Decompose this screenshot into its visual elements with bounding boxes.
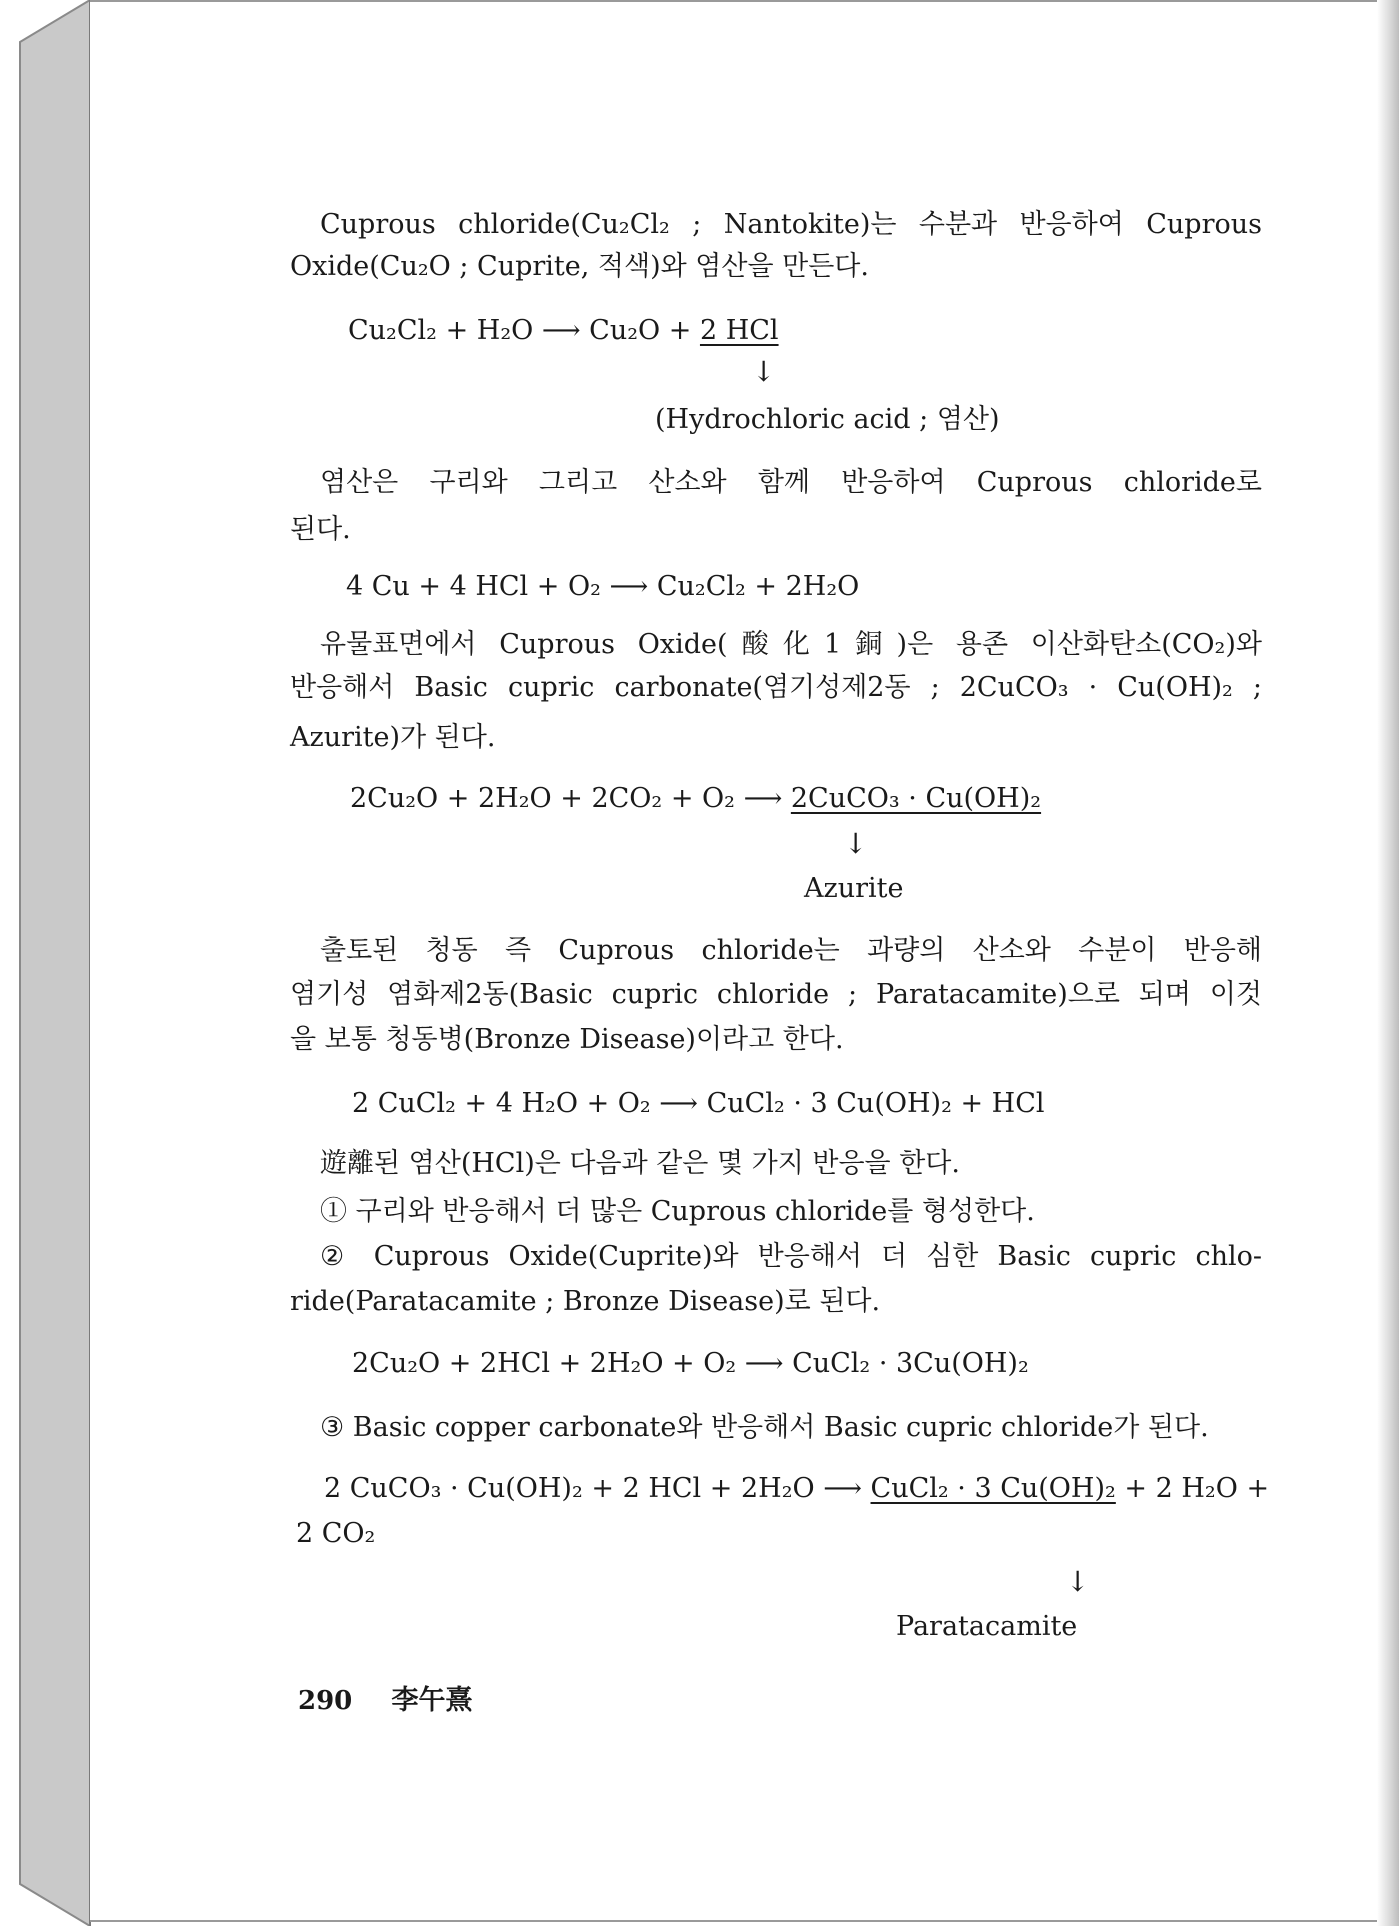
book-spine — [0, 0, 95, 1926]
paragraph-4-line-1: 출토된 청동 즉 Cuprous chloride는 과량의 산소와 수분이 반응해 — [320, 935, 1262, 966]
paragraph-5-line-4: ride(Paratacamite ; Bronze Disease)로 된다. — [290, 1286, 881, 1317]
equation-6-product: CuCl₂ · 3 Cu(OH)₂ — [870, 1473, 1116, 1504]
paragraph-3-line-1: 유물표면에서 Cuprous Oxide(酸化1銅)은 용존 이산화탄소(CO₂)와 — [320, 629, 1262, 660]
paragraph-4-line-2: 염기성 염화제2동(Basic cupric chloride ; Paratacamite)으로 되며 이것 — [290, 979, 1262, 1010]
paragraph-4-line-3: 을 보통 청동병(Bronze Disease)이라고 한다. — [290, 1024, 844, 1055]
equation-1-note: (Hydrochloric acid ; 염산) — [655, 404, 1000, 435]
paragraph-3-line-2: 반응해서 Basic cupric carbonate(염기성제2동 ; 2CuCO₃ · Cu(OH)₂ ; — [290, 672, 1262, 703]
page-footer — [298, 1683, 472, 1719]
equation-2: 4 Cu + 4 HCl + O₂ ⟶ Cu₂Cl₂ + 2H₂O — [346, 571, 860, 602]
paragraph-6-line-1: ③ Basic copper carbonate와 반응해서 Basic cupric chloride가 된다. — [320, 1412, 1209, 1443]
equation-1-down-arrow: ↓ — [752, 355, 776, 388]
paragraph-2-line-2: 된다. — [290, 514, 351, 545]
equation-6-line-2: 2 CO₂ — [296, 1518, 376, 1549]
paragraph-5-line-3: ② Cuprous Oxide(Cuprite)와 반응해서 더 심한 Basic cupric chlo- — [320, 1241, 1262, 1272]
equation-1-left: Cu₂Cl₂ + H₂O ⟶ Cu₂O + — [348, 315, 700, 346]
paragraph-1-line-1: Cuprous chloride(Cu₂Cl₂ ; Nantokite)는 수분과 반응하여 Cuprous — [320, 209, 1262, 240]
page-edge-shadow — [1377, 0, 1399, 1926]
equation-1-product: 2 HCl — [699, 315, 779, 346]
equation-5: 2Cu₂O + 2HCl + 2H₂O + O₂ ⟶ CuCl₂ · 3Cu(OH)₂ — [352, 1348, 1029, 1379]
equation-6-down-arrow: ↓ — [1066, 1565, 1090, 1598]
equation-3-note: Azurite — [804, 873, 904, 904]
equation-6-left: 2 CuCO₃ · Cu(OH)₂ + 2 HCl + 2H₂O ⟶ — [324, 1473, 871, 1504]
page-number: 290 — [298, 1686, 353, 1716]
equation-6-right: + 2 H₂O + — [1115, 1473, 1270, 1504]
paragraph-5-line-1: 遊離된 염산(HCl)은 다음과 같은 몇 가지 반응을 한다. — [320, 1148, 960, 1179]
equation-3 — [350, 781, 1041, 817]
equation-6-note: Paratacamite — [896, 1611, 1078, 1642]
equation-3-product: 2CuCO₃ · Cu(OH)₂ — [790, 783, 1042, 814]
author-name: 李午熹 — [391, 1685, 473, 1716]
equation-3-down-arrow: ↓ — [844, 827, 868, 860]
equation-1 — [348, 313, 779, 349]
equation-4: 2 CuCl₂ + 4 H₂O + O₂ ⟶ CuCl₂ · 3 Cu(OH)₂ + HCl — [352, 1088, 1045, 1119]
paragraph-2-line-1: 염산은 구리와 그리고 산소와 함께 반응하여 Cuprous chloride로 — [320, 467, 1262, 498]
paragraph-5-line-2: ① 구리와 반응해서 더 많은 Cuprous chloride를 형성한다. — [320, 1196, 1035, 1227]
equation-3-left: 2Cu₂O + 2H₂O + 2CO₂ + O₂ ⟶ — [350, 783, 791, 814]
paragraph-1-line-2: Oxide(Cu₂O ; Cuprite, 적색)와 염산을 만든다. — [290, 251, 869, 282]
paragraph-3-line-3: Azurite)가 된다. — [290, 722, 496, 753]
equation-6-line-1 — [324, 1471, 1269, 1507]
